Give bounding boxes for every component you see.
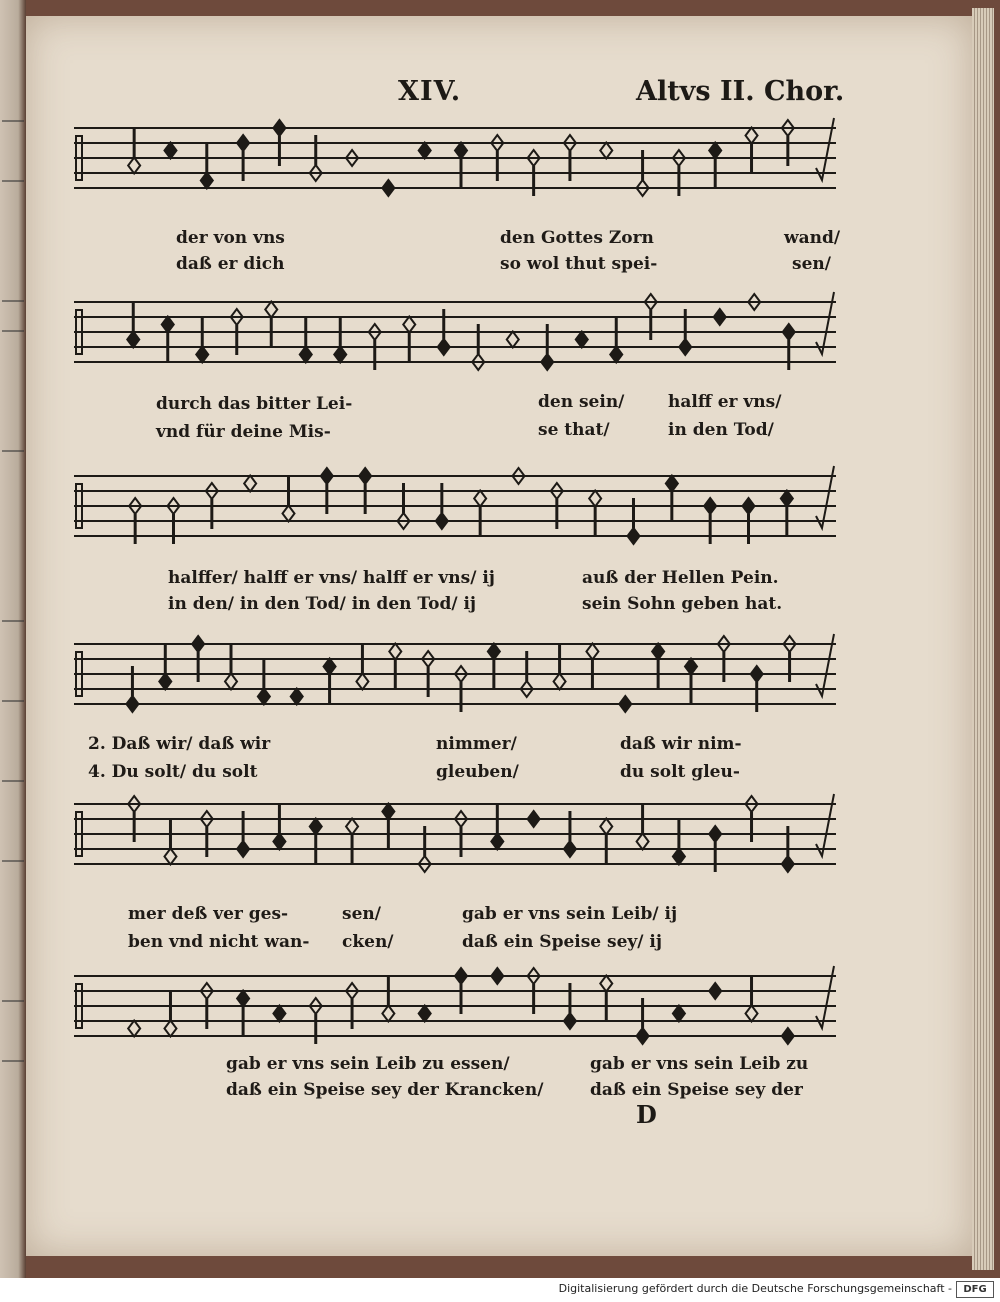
- note-mark: [310, 819, 322, 865]
- note-mark: [746, 128, 758, 174]
- note-mark: [652, 644, 664, 690]
- lyric: sen/: [792, 254, 831, 274]
- lyric: daß ein Speise sey/ ij: [462, 932, 663, 952]
- adjacent-page-mark: [2, 450, 24, 452]
- note-mark: [507, 332, 519, 348]
- lyric: se that/: [538, 420, 610, 440]
- note-mark: [709, 143, 721, 189]
- note-mark: [237, 991, 249, 1037]
- music-staff-6: [74, 966, 836, 1066]
- note-mark: [474, 491, 486, 537]
- lyric: gab er vns sein Leib zu: [590, 1054, 809, 1074]
- part-title: Altvs II. Chor.: [636, 76, 845, 107]
- adjacent-page-mark: [2, 300, 24, 302]
- adjacent-page-mark: [2, 1000, 24, 1002]
- note-mark: [244, 476, 256, 492]
- adjacent-page-mark: [2, 330, 24, 332]
- staff-svg-1: [74, 118, 836, 218]
- page-number: XIV.: [398, 76, 462, 107]
- note-mark: [159, 644, 171, 690]
- lyric: halff er vns/: [668, 392, 782, 412]
- note-mark: [127, 302, 139, 348]
- lyric: daß wir nim-: [620, 734, 742, 754]
- music-staff-1: [74, 118, 836, 218]
- lyric: der von vns: [176, 228, 285, 248]
- note-mark: [619, 696, 631, 712]
- note-mark: [265, 302, 277, 348]
- lyric: daß er dich: [176, 254, 285, 274]
- note-mark: [258, 659, 270, 705]
- note-mark: [291, 689, 303, 705]
- music-staff-2: [74, 292, 836, 392]
- adjacent-page-mark: [2, 180, 24, 182]
- lyric: den Gottes Zorn: [500, 228, 654, 248]
- lyric: ben vnd nicht wan-: [128, 932, 310, 952]
- lyric: 2. Daß wir/ daß wir: [88, 734, 271, 754]
- note-mark: [637, 804, 649, 850]
- note-mark: [491, 804, 503, 850]
- note-mark: [164, 819, 176, 865]
- music-staff-3: [74, 466, 836, 566]
- note-mark: [346, 819, 358, 865]
- note-mark: [382, 976, 394, 1022]
- lyric: sein Sohn geben hat.: [582, 594, 783, 614]
- staff-svg-2: [74, 292, 836, 392]
- note-mark: [201, 143, 213, 189]
- note-mark: [324, 659, 336, 705]
- note-mark: [196, 317, 208, 363]
- staff-svg-5: [74, 794, 836, 894]
- lyric: halffer/ halff er vns/ halff er vns/ ij: [168, 568, 495, 588]
- lyric: gleuben/: [436, 762, 519, 782]
- footer-credit: Digitalisierung gefördert durch die Deutsche Forschungsgemeinschaft -: [558, 1282, 952, 1295]
- lyric: sen/: [342, 904, 381, 924]
- music-staff-4: [74, 634, 836, 734]
- note-mark: [600, 976, 612, 1022]
- lyric: 4. Du solt/ du solt: [88, 762, 258, 782]
- note-mark: [382, 804, 394, 850]
- note-mark: [554, 644, 566, 690]
- note-mark: [403, 317, 415, 363]
- adjacent-page-mark: [2, 700, 24, 702]
- adjacent-page-mark: [2, 860, 24, 862]
- lyric: wand/: [784, 228, 841, 248]
- adjacent-page-mark: [2, 1060, 24, 1062]
- staff-svg-4: [74, 634, 836, 734]
- note-mark: [389, 644, 401, 690]
- lyric: daß ein Speise sey der: [590, 1080, 803, 1100]
- note-mark: [491, 968, 503, 984]
- staff-svg-3: [74, 466, 836, 566]
- lyric: du solt gleu-: [620, 762, 740, 782]
- note-mark: [382, 180, 394, 196]
- note-mark: [589, 491, 601, 537]
- note-mark: [528, 811, 540, 827]
- note-mark: [781, 491, 793, 537]
- note-mark: [225, 644, 237, 690]
- lyric: mer deß ver ges-: [128, 904, 289, 924]
- footer-bar: [0, 1278, 1000, 1302]
- note-mark: [782, 1028, 794, 1044]
- note-mark: [128, 1021, 140, 1037]
- note-mark: [600, 819, 612, 865]
- note-mark: [586, 644, 598, 690]
- adjacent-page-edge: [0, 0, 26, 1278]
- lyric: in den/ in den Tod/ in den Tod/ ij: [168, 594, 477, 614]
- note-mark: [610, 317, 622, 363]
- note-mark: [673, 1006, 685, 1022]
- lyric: auß der Hellen Pein.: [582, 568, 779, 588]
- note-mark: [164, 991, 176, 1037]
- lyric: in den Tod/: [668, 420, 774, 440]
- adjacent-page-mark: [2, 780, 24, 782]
- note-mark: [600, 143, 612, 159]
- note-mark: [714, 309, 726, 325]
- lyric: gab er vns sein Leib/ ij: [462, 904, 678, 924]
- note-mark: [356, 644, 368, 690]
- dfg-logo-icon: DFG: [956, 1281, 994, 1298]
- note-mark: [419, 143, 431, 159]
- staff-svg-6: [74, 966, 836, 1066]
- lyric: so wol thut spei-: [500, 254, 658, 274]
- music-staff-5: [74, 794, 836, 894]
- note-mark: [334, 317, 346, 363]
- note-mark: [576, 332, 588, 348]
- note-mark: [273, 804, 285, 850]
- lyric: den sein/: [538, 392, 625, 412]
- note-mark: [300, 317, 312, 363]
- adjacent-page-mark: [2, 620, 24, 622]
- lyric: vnd für deine Mis-: [156, 422, 331, 442]
- note-mark: [273, 1006, 285, 1022]
- lyric: daß ein Speise sey der Krancken/: [226, 1080, 544, 1100]
- book-fore-edge: [972, 8, 994, 1270]
- lyric: cken/: [342, 932, 394, 952]
- note-mark: [162, 317, 174, 363]
- note-mark: [673, 819, 685, 865]
- note-mark: [283, 476, 295, 522]
- lyric: nimmer/: [436, 734, 517, 754]
- note-mark: [419, 1006, 431, 1022]
- note-mark: [685, 659, 697, 705]
- note-mark: [164, 143, 176, 159]
- signature-mark: D: [636, 1100, 657, 1129]
- note-mark: [128, 128, 140, 174]
- note-mark: [746, 976, 758, 1022]
- note-mark: [666, 476, 678, 522]
- note-mark: [455, 143, 467, 189]
- note-mark: [709, 983, 721, 999]
- adjacent-page-mark: [2, 120, 24, 122]
- lyric: durch das bitter Lei-: [156, 394, 353, 414]
- lyric: gab er vns sein Leib zu essen/: [226, 1054, 510, 1074]
- note-mark: [488, 644, 500, 690]
